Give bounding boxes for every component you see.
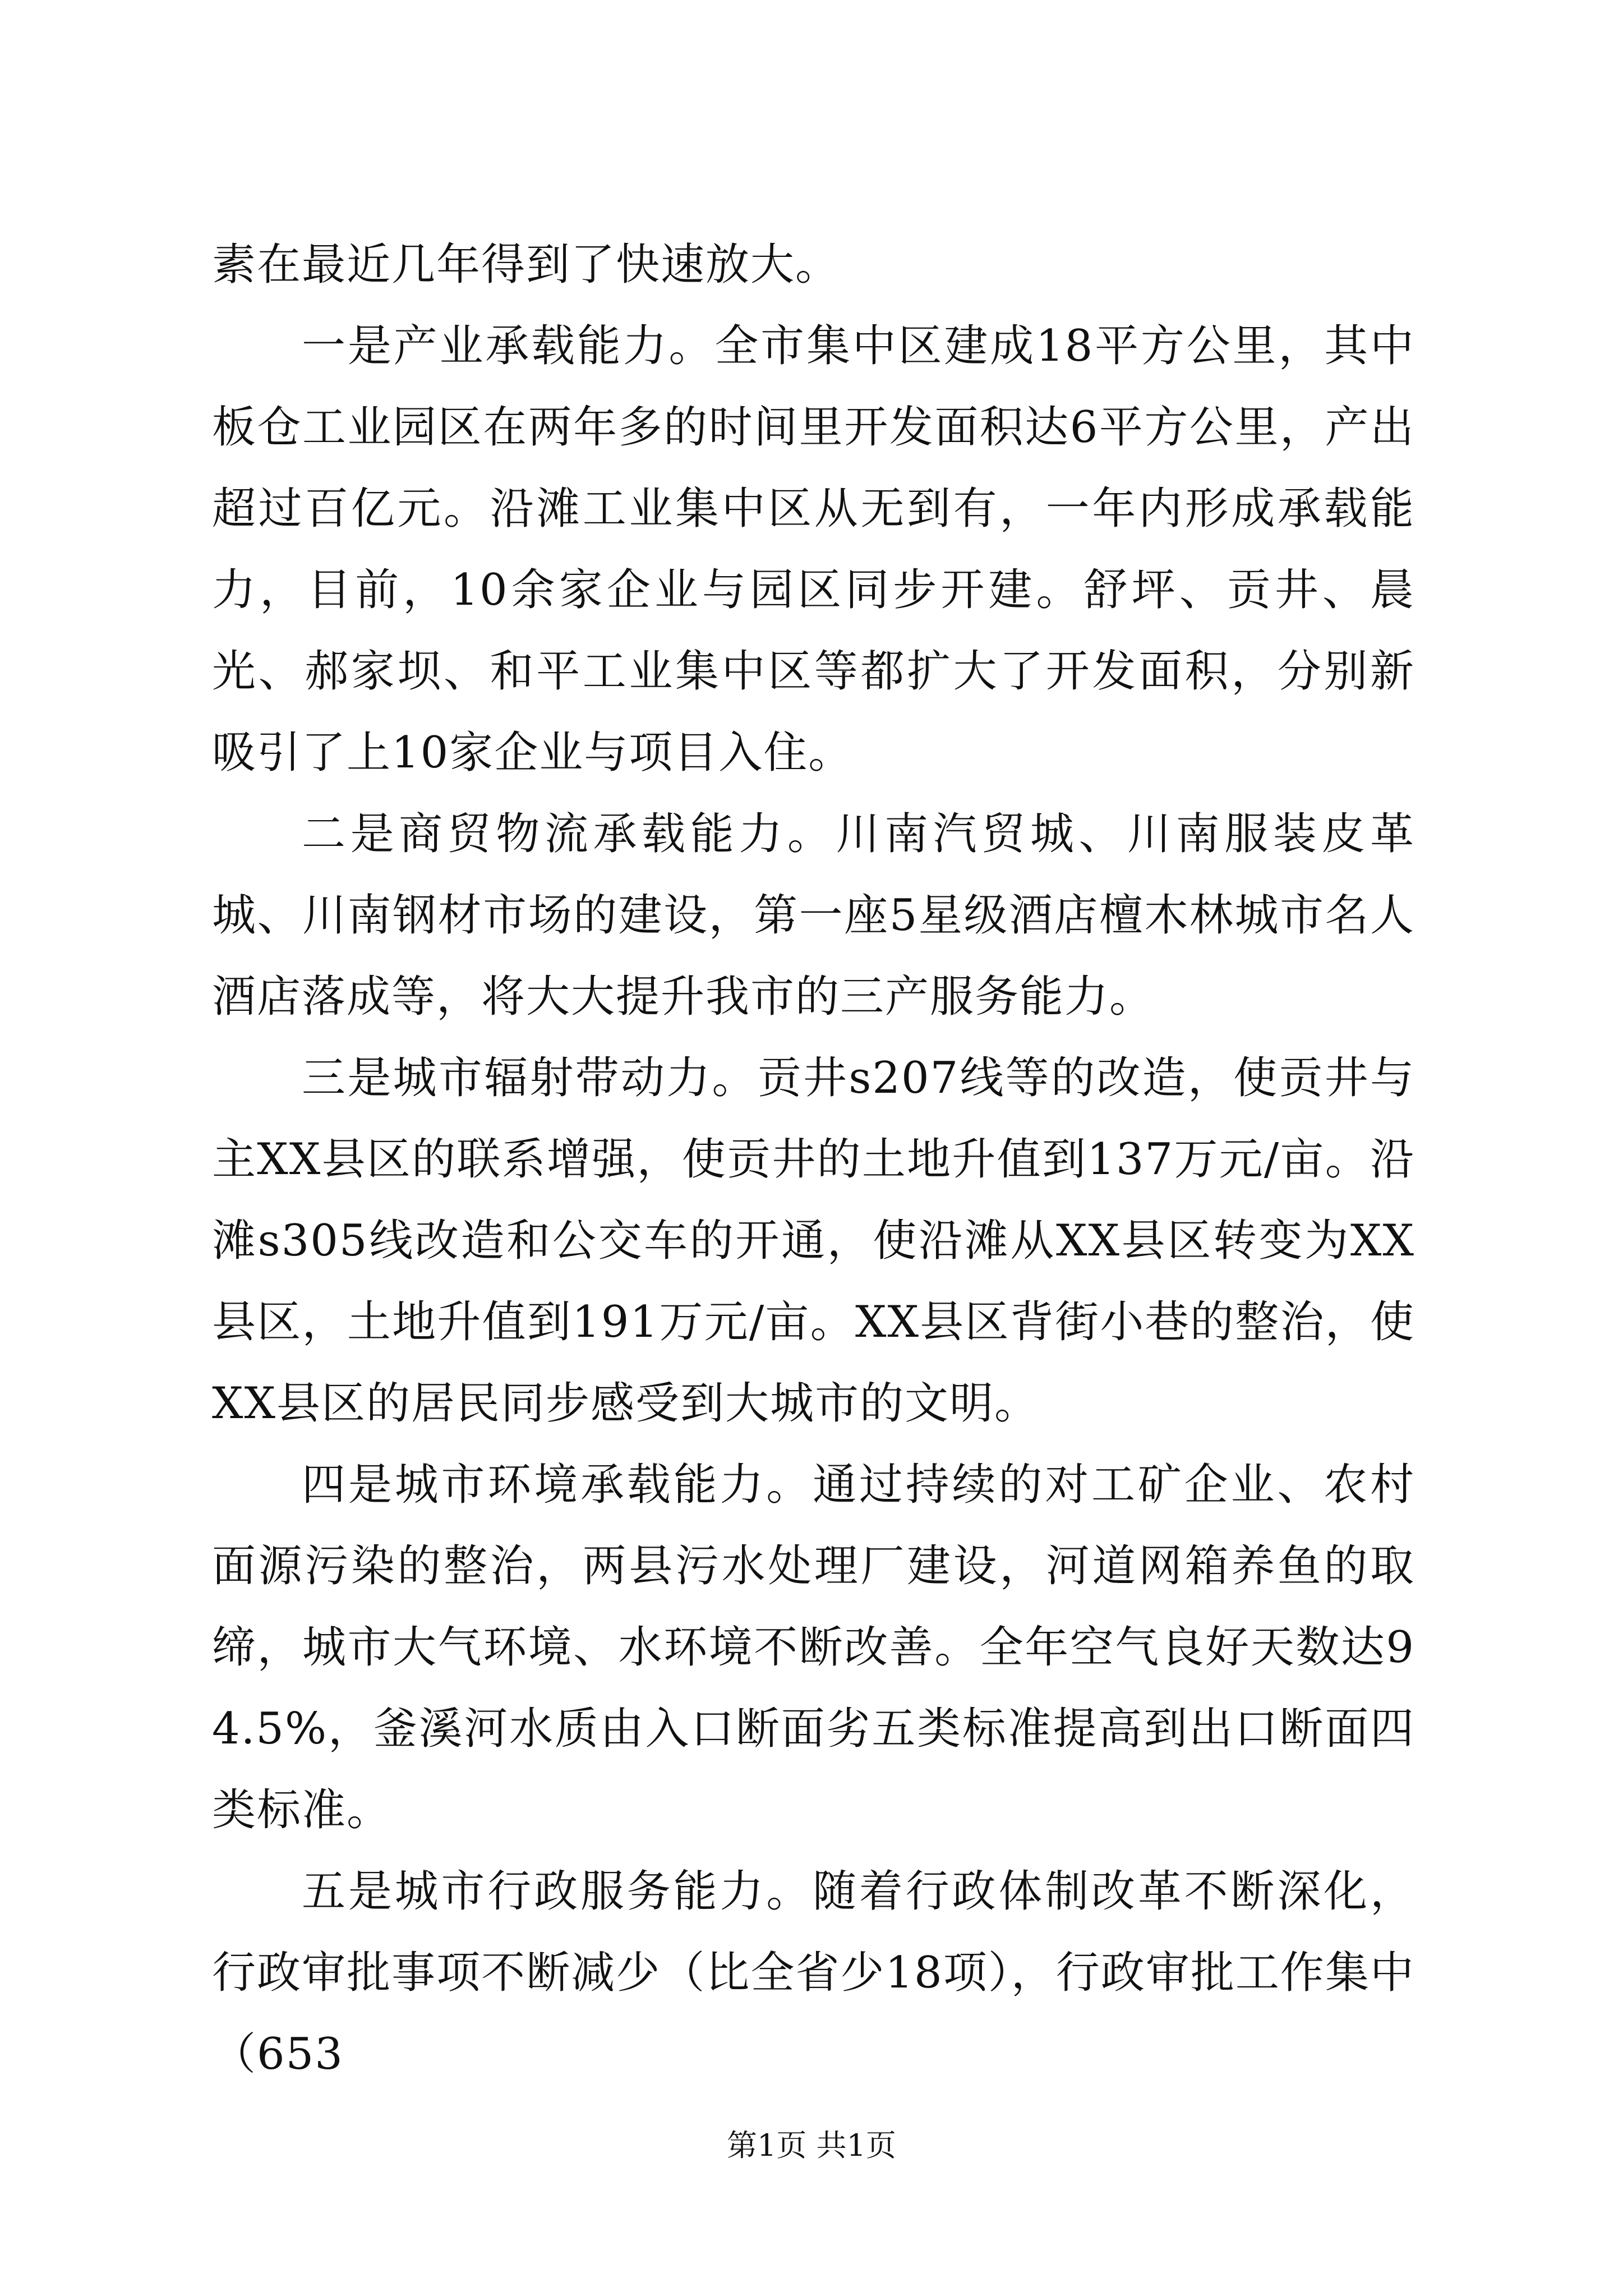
paragraph-industrial-capacity: 一是产业承载能力。全市集中区建成18平方公里，其中板仓工业园区在两年多的时间里开发面积达6平方公里，产出超过百亿元。沿滩工业集中区从无到有，一年内形成承载能力，目前，10余家企业与园区同步开建。舒坪、贡井、晨光、郝家坝、和平工业集中区等都扩大了开发面积，分别新吸引了上10家企业与项目入住。 <box>212 321 1415 778</box>
paragraph-administrative-service: 五是城市行政服务能力。随着行政体制改革不断深化，行政审批事项不断减少（比全省少18项），行政审批工作集中（653 <box>212 1866 1415 2079</box>
paragraph-environment-capacity: 四是城市环境承载能力。通过持续的对工矿企业、农村面源污染的整治，两县污水处理厂建设，河道网箱养鱼的取缔，城市大气环境、水环境不断改善。全年空气良好天数达94.5%，釜溪河水质由入口断面劣五类标准提高到出口断面四类标准。 <box>212 1460 1415 1835</box>
paragraph-continuation: 素在最近几年得到了快速放大。 <box>212 240 841 290</box>
paragraph-commerce-logistics: 二是商贸物流承载能力。川南汽贸城、川南服装皮革城、川南钢材市场的建设，第一座5星级酒店檀木林城市名人酒店落成等，将大大提升我市的三产服务能力。 <box>212 809 1415 1022</box>
page-footer: 第1页 共1页 <box>727 2128 896 2163</box>
paragraph-urban-radiation: 三是城市辐射带动力。贡井s207线等的改造，使贡井与主XX县区的联系增强，使贡井的土地升值到137万元/亩。沿滩s305线改造和公交车的开通，使沿滩从XX县区转变为XX县区，土地升值到191万元/亩。XX县区背街小巷的整治，使XX县区的居民同步感受到大城市的文明。 <box>212 1053 1415 1429</box>
document-body <box>212 224 1415 2095</box>
